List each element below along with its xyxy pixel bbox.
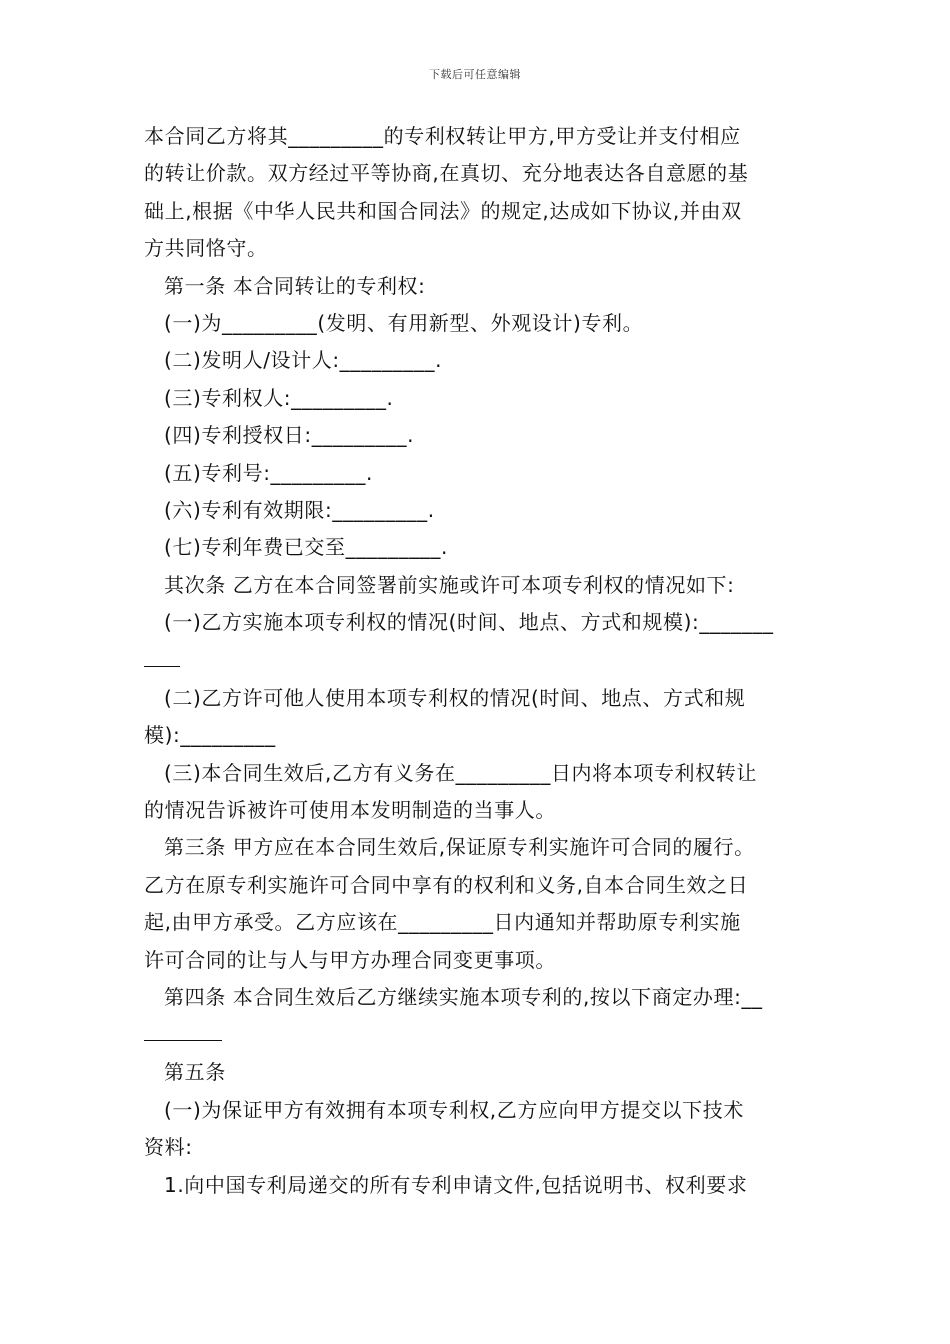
page-header: 下载后可任意编辑: [429, 68, 521, 81]
paragraph-line: 的情况告诉被许可使用本发明制造的当事人。: [144, 797, 556, 822]
article-3-heading: 第三条 甲方应在本合同生效后,保证原专利实施许可合同的履行。: [164, 835, 755, 860]
paragraph-line: 乙方在原专利实施许可合同中享有的权利和义务,自本合同生效之日: [144, 872, 749, 897]
clause-line: (一)为_________(发明、有用新型、外观设计)专利。: [164, 311, 644, 336]
paragraph-line: 起,由甲方承受。乙方应该在_________日内通知并帮助原专利实施: [144, 910, 741, 935]
paragraph-line: 模):_________: [144, 723, 276, 748]
paragraph-line: 的转让价款。双方经过平等协商,在真切、充分地表达各自意愿的基: [144, 161, 749, 186]
paragraph-line: 本合同乙方将其_________的专利权转让甲方,甲方受让并支付相应: [144, 124, 741, 148]
clause-line: (二)乙方许可他人使用本项专利权的情况(时间、地点、方式和规: [164, 685, 746, 710]
clause-line: (三)本合同生效后,乙方有义务在_________日内将本项专利权转让: [164, 760, 757, 785]
article-1-heading: 第一条 本合同转让的专利权:: [164, 273, 426, 298]
paragraph-line: 资料:: [144, 1135, 193, 1160]
paragraph-line: 础上,根据《中华人民共和国合同法》的规定,达成如下协议,并由双: [144, 198, 742, 223]
article-5-heading: 第五条: [164, 1060, 226, 1085]
clause-line: (一)乙方实施本项专利权的情况(时间、地点、方式和规模):_______: [164, 610, 774, 635]
clause-line: (五)专利号:_________.: [164, 460, 373, 485]
article-2-heading: 其次条 乙方在本合同签署前实施或许可本项专利权的情况如下:: [164, 572, 735, 597]
clause-line: (四)专利授权日:_________.: [164, 423, 415, 448]
paragraph-line: 许可合同的让与人与甲方办理合同变更事项。: [144, 947, 556, 972]
article-4-heading: 第四条 本合同生效后乙方继续实施本项专利的,按以下商定办理:__: [164, 984, 763, 1009]
clause-line: (七)专利年费已交至_________.: [164, 535, 448, 560]
fill-blank: [144, 644, 180, 667]
clause-line: (三)专利权人:_________.: [164, 385, 394, 410]
contract-body: [144, 118, 806, 1204]
clause-line: (六)专利有效期限:_________.: [164, 498, 435, 523]
paragraph-line: 方共同恪守。: [144, 236, 268, 261]
clause-line: 1.向中国专利局递交的所有专利申请文件,包括说明书、权利要求: [164, 1172, 748, 1197]
clause-line: (一)为保证甲方有效拥有本项专利权,乙方应向甲方提交以下技术: [164, 1097, 744, 1122]
fill-blank: [144, 1018, 222, 1041]
clause-line: (二)发明人/设计人:_________.: [164, 348, 443, 373]
